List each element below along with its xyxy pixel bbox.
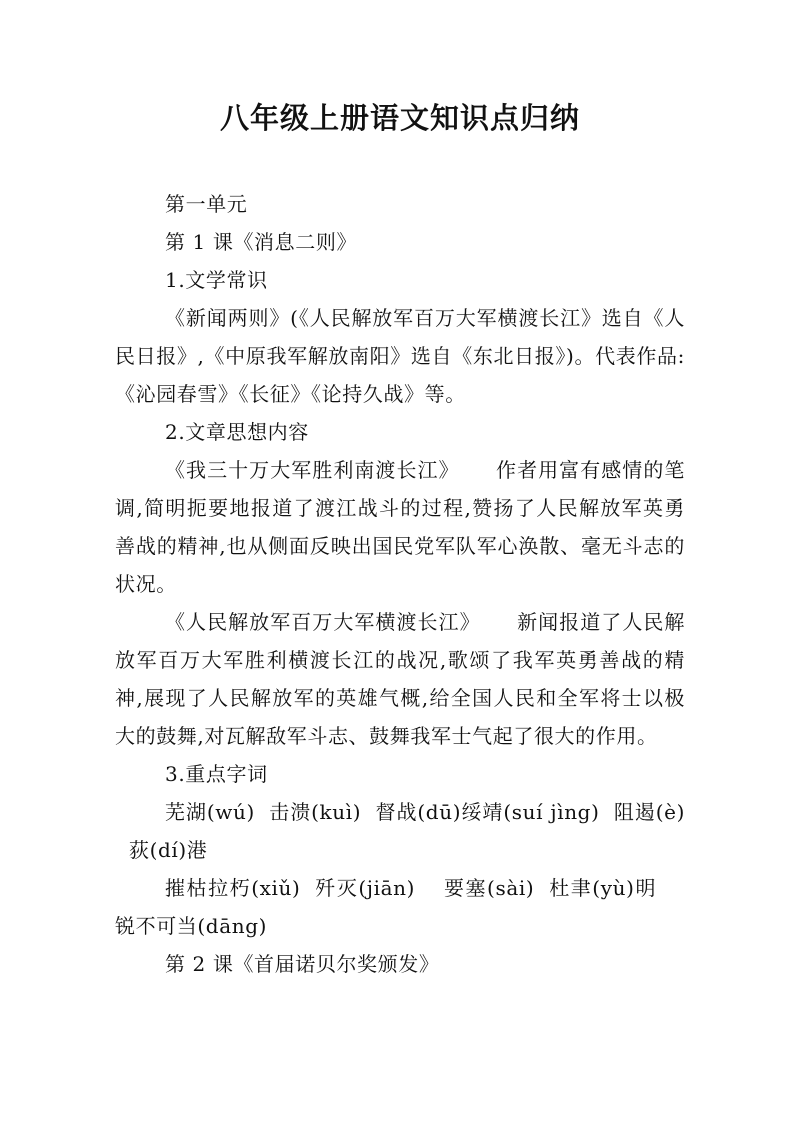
paragraph-literary-knowledge: 《新闻两则》(《人民解放军百万大军横渡长江》选自《人民日报》,《中原我军解放南阳》选自《东北日报》)。代表作品:《沁园春雪》《长征》《论持久战》等。 xyxy=(115,306,685,406)
word-item: 荻(dí)港 xyxy=(129,838,208,862)
word-item: 阻遏(è) xyxy=(613,800,685,824)
word-item: 要塞(sài) xyxy=(443,876,535,900)
paragraph-news-1 xyxy=(115,451,685,603)
lesson-2-heading: 第 2 课《首届诺贝尔奖颁发》 xyxy=(165,952,440,976)
word-item: 锐不可当(dāng) xyxy=(115,914,268,938)
word-item: 绥靖(suí jìng) xyxy=(461,800,600,824)
word-item: 督战(dū) xyxy=(375,800,462,824)
document-title: 八年级上册语文知识点归纳 xyxy=(219,101,580,135)
word-item: 芜湖(wú) xyxy=(165,800,255,824)
document-body xyxy=(115,185,685,983)
word-item: 摧枯拉朽(xiǔ) xyxy=(165,876,301,900)
word-item: 杜聿(yù)明 xyxy=(548,876,657,900)
news-1-title: 《我三十万大军胜利南渡长江》 xyxy=(165,458,460,482)
news-2-summary: 新闻报道了人民解放军百万大军胜利横渡长江的战况,歌颂了我军英勇善战的精神,展现了人民解放军的英雄气概,给全国人民和全军将士以极大的鼓舞,对瓦解敌军斗志、鼓舞我军士气起了很大的作用。 xyxy=(115,610,685,748)
news-1-summary: 作者用富有感情的笔调,简明扼要地报道了渡江战斗的过程,赞扬了人民解放军英勇善战的精神,也从侧面反映出国民党军队军心涣散、毫无斗志的状况。 xyxy=(115,458,685,596)
word-item: 歼灭(jiān) xyxy=(314,876,416,900)
news-2-title: 《人民解放军百万大军横渡长江》 xyxy=(165,610,481,634)
key-words-line-1 xyxy=(115,793,685,869)
section-article-content: 2.文章思想内容 xyxy=(165,420,309,444)
section-literary-knowledge: 1.文学常识 xyxy=(165,268,268,292)
unit-heading: 第一单元 xyxy=(165,192,248,216)
paragraph-news-2 xyxy=(115,603,685,755)
section-key-words: 3.重点字词 xyxy=(165,762,268,786)
lesson-1-heading: 第 1 课《消息二则》 xyxy=(165,230,358,254)
word-item: 击溃(kuì) xyxy=(268,800,362,824)
key-words-line-2 xyxy=(115,869,685,945)
